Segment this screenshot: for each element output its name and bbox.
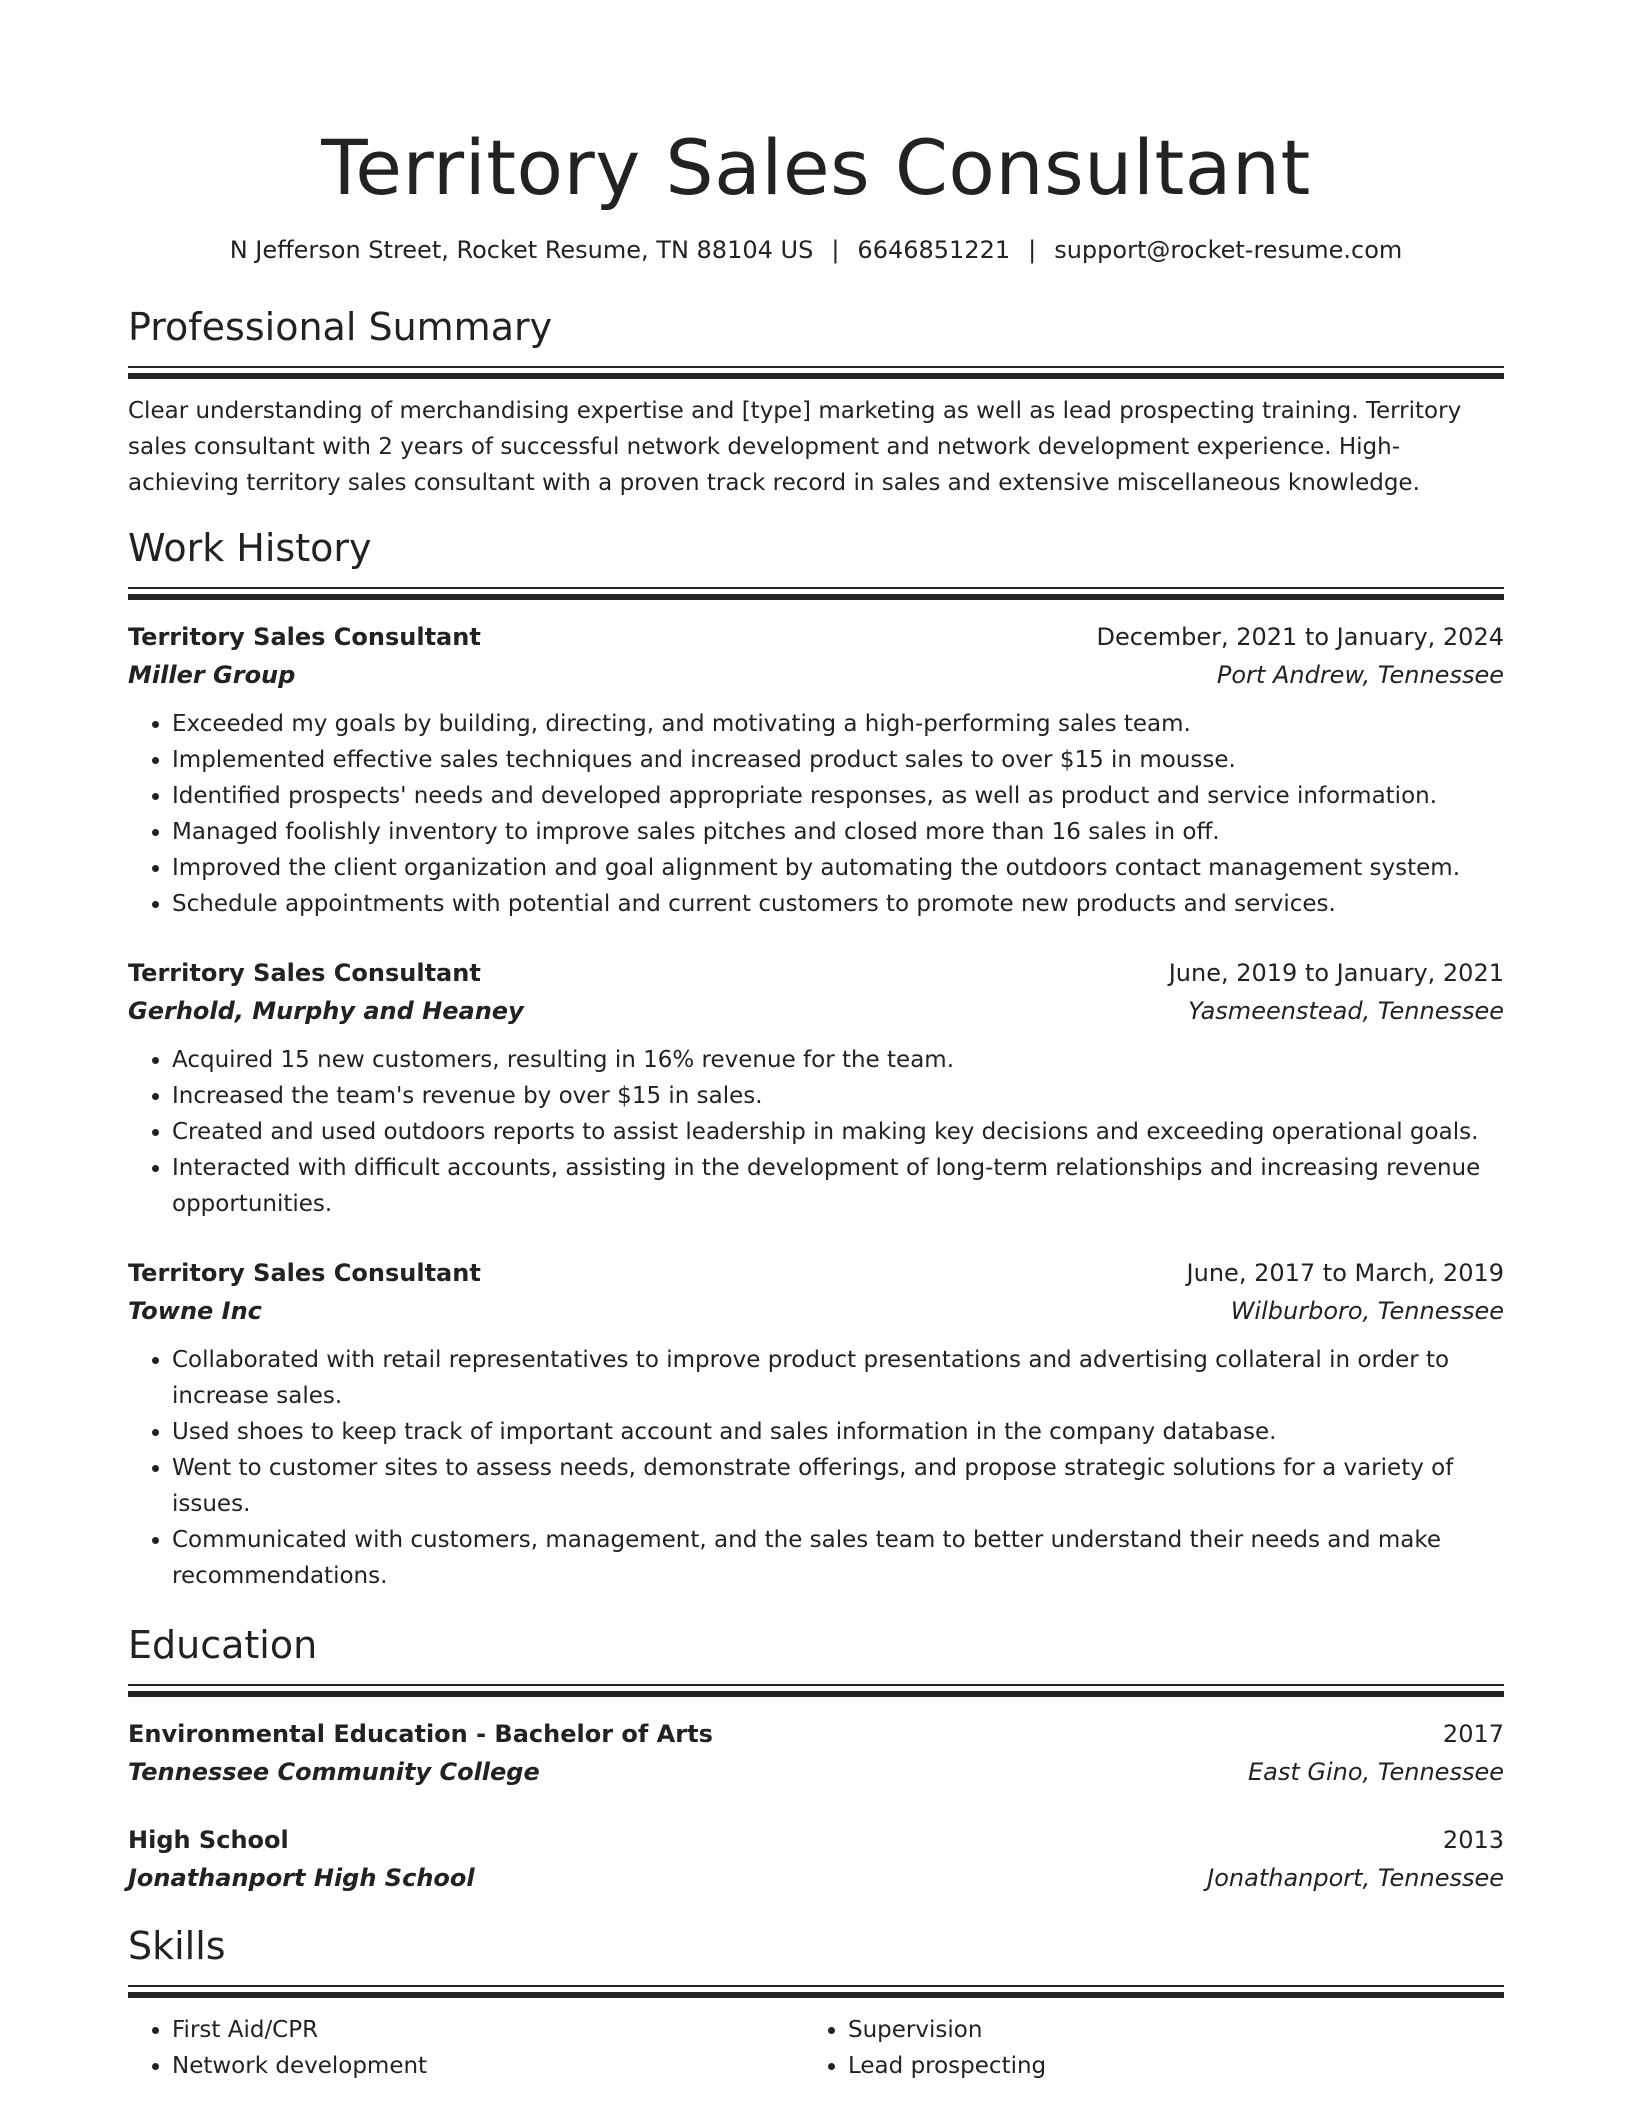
job-entry	[128, 954, 1504, 1222]
job-bullets	[128, 1342, 1504, 1594]
job-dates: December, 2021 to January, 2024	[1096, 623, 1504, 651]
list-item: • Improved the client organization and goal alignment by automating the outdoors contact management system.	[172, 850, 1504, 886]
list-item: • Interacted with difficult accounts, assisting in the development of long-term relationships and increasing revenue opportunities.	[172, 1150, 1504, 1222]
contact-line	[128, 234, 1504, 266]
list-item: • Schedule appointments with potential and current customers to promote new products and services.	[172, 886, 1504, 922]
job-dates: June, 2017 to March, 2019	[1186, 1259, 1504, 1287]
list-item: • Collaborated with retail representatives to improve product presentations and advertising collateral in order to increase sales.	[172, 1342, 1504, 1414]
job-bullets	[128, 706, 1504, 922]
contact-separator: |	[1028, 236, 1037, 264]
job-company: Gerhold, Murphy and Heaney	[128, 997, 524, 1025]
graduation-year: 2017	[1442, 1720, 1504, 1748]
section-title-skills: Skills	[128, 1924, 226, 1968]
list-item: • Network development	[172, 2048, 804, 2084]
education-entry	[128, 1715, 1504, 1791]
education-section	[128, 1622, 1504, 1897]
job-title: Territory Sales Consultant	[128, 959, 481, 987]
list-item: • Increased the team's revenue by over $15 in sales.	[172, 1078, 1504, 1114]
list-item: • Went to customer sites to assess needs, demonstrate offerings, and propose strategic solutions for a variety of issues.	[172, 1450, 1504, 1522]
list-item: • Lead prospecting	[848, 2048, 1480, 2084]
job-company: Towne Inc	[128, 1297, 262, 1325]
job-title: Territory Sales Consultant	[128, 623, 481, 651]
graduation-year: 2013	[1442, 1826, 1504, 1854]
list-item: • Created and used outdoors reports to assist leadership in making key decisions and exceeding operational goals.	[172, 1114, 1504, 1150]
section-title-summary: Professional Summary	[128, 305, 553, 349]
section-title-education: Education	[128, 1623, 318, 1667]
job-entry	[128, 618, 1504, 922]
section-divider	[128, 1684, 1504, 1697]
contact-separator: |	[831, 236, 840, 264]
list-item: • Used shoes to keep track of important account and sales information in the company database.	[172, 1414, 1504, 1450]
resume-page	[128, 0, 1504, 2084]
section-divider	[128, 366, 1504, 379]
job-location: Yasmeenstead, Tennessee	[1188, 997, 1504, 1025]
education-entry	[128, 1821, 1504, 1897]
skills-column-left	[128, 2012, 804, 2084]
section-divider	[128, 587, 1504, 600]
list-item: • Exceeded my goals by building, directing, and motivating a high-performing sales team.	[172, 706, 1504, 742]
degree: Environmental Education - Bachelor of Arts	[128, 1720, 713, 1748]
skills-list	[128, 2012, 1504, 2084]
list-item: • Communicated with customers, management, and the sales team to better understand their needs and make recommendations.	[172, 1522, 1504, 1594]
section-title-work-history: Work History	[128, 526, 372, 570]
work-history-section	[128, 525, 1504, 1594]
list-item: • Managed foolishly inventory to improve sales pitches and closed more than 16 sales in off.	[172, 814, 1504, 850]
job-company: Miller Group	[128, 661, 296, 689]
job-location: Port Andrew, Tennessee	[1216, 661, 1504, 689]
skills-column-right	[804, 2012, 1480, 2084]
job-location: Wilburboro, Tennessee	[1230, 1297, 1504, 1325]
phone: 6646851221	[857, 236, 1011, 264]
job-bullets	[128, 1042, 1504, 1222]
summary-text: Clear understanding of merchandising expertise and [type] marketing as well as lead prospecting training. Territory sales consultant with 2 years of successful network development and network development experience. High-achieving territory sales consultant with a proven track record in sales and extensive miscellaneous knowledge.	[128, 398, 1462, 496]
school-location: East Gino, Tennessee	[1247, 1758, 1504, 1786]
list-item: • Implemented effective sales techniques and increased product sales to over $15 in mousse.	[172, 742, 1504, 778]
list-item: • Acquired 15 new customers, resulting in 16% revenue for the team.	[172, 1042, 1504, 1078]
list-item: • Identified prospects' needs and developed appropriate responses, as well as product and service information.	[172, 778, 1504, 814]
email-link[interactable]: support@rocket-resume.com	[1054, 236, 1403, 264]
school-location: Jonathanport, Tennessee	[1207, 1864, 1504, 1892]
list-item: • Supervision	[848, 2012, 1480, 2048]
degree: High School	[128, 1826, 289, 1854]
job-dates: June, 2019 to January, 2021	[1168, 959, 1504, 987]
summary-section	[128, 304, 1504, 501]
job-title: Territory Sales Consultant	[128, 1259, 481, 1287]
school-name: Jonathanport High School	[128, 1864, 475, 1892]
skills-section	[128, 1923, 1504, 2084]
section-divider	[128, 1985, 1504, 1998]
address: N Jefferson Street, Rocket Resume, TN 88104 US	[229, 236, 814, 264]
job-entry	[128, 1254, 1504, 1594]
list-item: • First Aid/CPR	[172, 2012, 804, 2048]
page-title: Territory Sales Consultant	[321, 123, 1311, 212]
school-name: Tennessee Community College	[128, 1758, 540, 1786]
